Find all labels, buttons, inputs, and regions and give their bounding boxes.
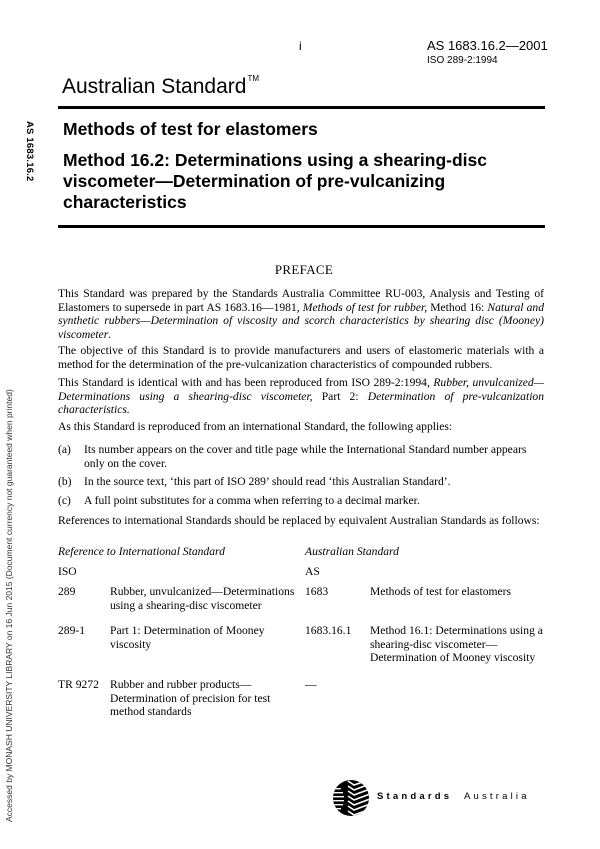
table-label-as: AS xyxy=(305,565,320,578)
preface-paragraph-3 xyxy=(58,376,544,417)
document-subtitle: Method 16.2: Determinations using a shearing-disc viscometer—Determination of pre-vulcanizing characteristics xyxy=(63,150,487,212)
trademark-mark: TM xyxy=(247,74,260,83)
table-cell-iso-title: Part 1: Determination of Mooney viscosity xyxy=(110,624,265,651)
table-cell-as-title: Methods of test for elastomers xyxy=(370,585,512,598)
page-number: i xyxy=(299,39,302,53)
document-title: Methods of test for elastomers xyxy=(63,119,318,139)
italic-title-run: Methods of test for rubber, xyxy=(302,300,428,314)
brand-title xyxy=(62,75,259,99)
text-run: Part 2: xyxy=(312,389,368,403)
preface-paragraph-2: The objective of this Standard is to provide manufacturers and users of elastomeric materials with a method for the determination of the pre-vulcanization characteristics of compounded rubbers. xyxy=(58,344,544,371)
iso-number: ISO 289-2:1994 xyxy=(427,55,498,66)
table-header-international: Reference to International Standard xyxy=(58,545,225,558)
italic-title-run: Determination of pre-vulcanization characteristics. xyxy=(58,389,545,417)
table-cell-iso-title: Rubber and rubber products—Determination of precision for test method standards xyxy=(110,678,271,719)
brand-title-text: Australian Standard xyxy=(62,75,247,98)
list-item-text: In the source text, ‘this part of ISO 289’ should read ‘this Australian Standard’. xyxy=(84,475,451,488)
italic-title-run: Rubber, unvulcanized—Determinations using a shearing-disc viscometer, xyxy=(58,376,544,403)
table-cell-as-code: 1683 xyxy=(305,585,329,598)
list-item-tag: (c) xyxy=(58,494,71,507)
globe-logo-icon xyxy=(332,779,370,817)
preface-paragraph-5: References to international Standards should be replaced by equivalent Australian Standards as follows: xyxy=(58,514,540,527)
side-label: AS 1683.16.2 xyxy=(24,121,35,182)
table-header-australian: Australian Standard xyxy=(305,545,399,558)
table-cell-iso-code: 289-1 xyxy=(58,624,86,637)
preface-paragraph-4: As this Standard is reproduced from an international Standard, the following applies: xyxy=(58,420,453,433)
standard-number: AS 1683.16.2—2001 xyxy=(427,38,548,53)
table-cell-iso-title: Rubber, unvulcanized—Determinations using a shearing-disc viscometer xyxy=(110,585,295,612)
table-cell-iso-code: 289 xyxy=(58,585,76,598)
preface-heading: PREFACE xyxy=(274,262,334,277)
text-run: This Standard was prepared by the Standards Australia Committee RU-003, Analysis and Testing of Elastomers to supersede in part AS 1683.16—1981, xyxy=(58,287,544,314)
table-cell-as-code: 1683.16.1 xyxy=(305,624,352,637)
logo-text-light: Australia xyxy=(463,791,530,802)
top-rule-divider xyxy=(58,106,545,109)
italic-title-run: Natural and synthetic rubbers—Determination of viscosity and scorch characteristics by shearing disc (Mooney) viscometer xyxy=(58,300,544,341)
preface-paragraph-1 xyxy=(58,287,544,341)
list-item-text: A full point substitutes for a comma when referring to a decimal marker. xyxy=(84,494,420,507)
list-item xyxy=(58,494,544,508)
list-item-text: Its number appears on the cover and title page while the International Standard number appears only on the cover. xyxy=(84,443,527,470)
logo-text-bold: Standards xyxy=(377,791,453,802)
table-label-iso: ISO xyxy=(58,565,77,578)
list-item-tag: (a) xyxy=(58,443,71,456)
list-item xyxy=(58,475,544,489)
bottom-rule-divider xyxy=(58,225,545,228)
table-cell-iso-code: TR 9272 xyxy=(58,678,99,691)
text-run: Method 16: xyxy=(427,300,488,314)
table-cell-as-code: — xyxy=(305,678,317,691)
text-run: This Standard is identical with and has been reproduced from ISO 289-2:1994, xyxy=(58,376,434,389)
logo-wordmark xyxy=(377,791,530,802)
list-item xyxy=(58,443,544,470)
table-cell-as-title: Method 16.1: Determinations using a shearing-disc viscometer—Determination of Mooney viscosity xyxy=(370,624,543,665)
access-watermark: Accessed by MONASH UNIVERSITY LIBRARY on 16 Jun 2015 (Document currency not guaranteed when printed) xyxy=(4,389,14,822)
text-run: . xyxy=(108,327,112,341)
list-item-tag: (b) xyxy=(58,475,72,488)
